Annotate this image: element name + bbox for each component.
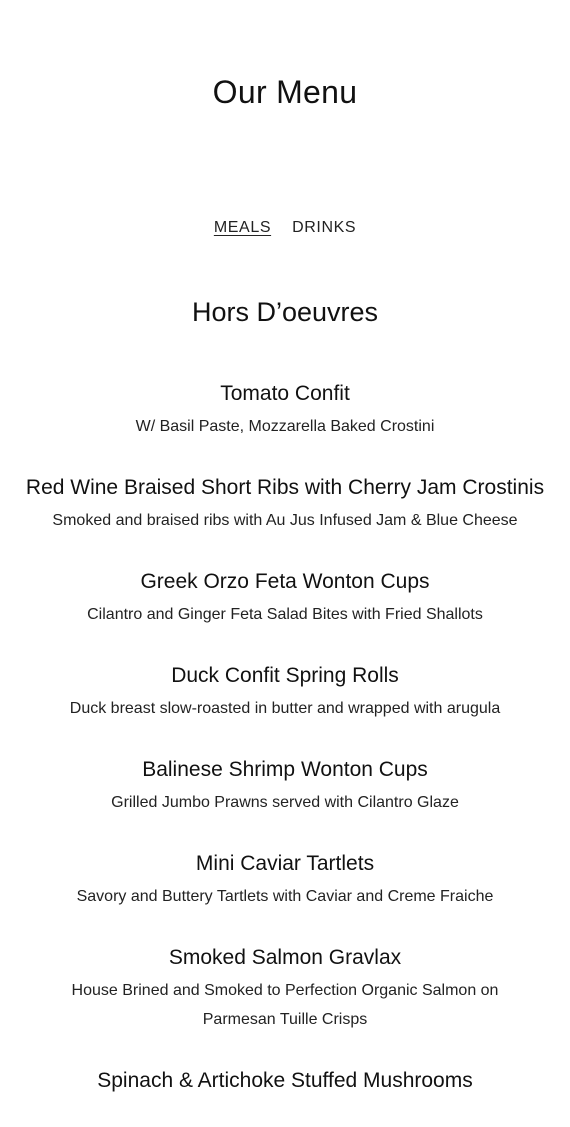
tab-drinks[interactable]: DRINKS — [292, 219, 357, 236]
menu-item — [0, 566, 570, 629]
menu-item — [0, 1065, 570, 1096]
menu-item-description: Grilled Jumbo Prawns served with Cilantro Glaze — [111, 794, 459, 811]
menu-item — [0, 848, 570, 911]
tab-meals[interactable]: MEALS — [213, 219, 272, 236]
menu-item-name: Mini Caviar Tartlets — [195, 852, 375, 875]
menu-item-description: House Brined and Smoked to Perfection Organic Salmon on Parmesan Tuille Crisps — [71, 982, 499, 1028]
menu-item-description: Savory and Buttery Tartlets with Caviar and Creme Fraiche — [76, 888, 494, 905]
menu-item — [0, 378, 570, 441]
menu-item-description: W/ Basil Paste, Mozzarella Baked Crostini — [135, 418, 435, 435]
menu-item-name: Balinese Shrimp Wonton Cups — [142, 758, 428, 781]
menu-item-description: Smoked and braised ribs with Au Jus Infused Jam & Blue Cheese — [52, 512, 518, 529]
menu-item-description: Duck breast slow-roasted in butter and wrapped with arugula — [69, 700, 501, 717]
menu-item — [0, 472, 570, 535]
menu-item-description: Cilantro and Ginger Feta Salad Bites with Fried Shallots — [87, 606, 483, 623]
menu-item-name: Tomato Confit — [220, 382, 350, 405]
menu-item-name: Smoked Salmon Gravlax — [168, 946, 402, 969]
section-title: Hors D’oeuvres — [191, 297, 379, 327]
page-title: Our Menu — [212, 74, 358, 110]
menu-item-name: Greek Orzo Feta Wonton Cups — [140, 570, 430, 593]
menu-tabs — [0, 216, 570, 240]
menu-item — [0, 754, 570, 817]
menu-item — [0, 942, 570, 1034]
menu-item-name: Duck Confit Spring Rolls — [171, 664, 399, 687]
menu-list — [0, 378, 570, 1127]
menu-item — [0, 660, 570, 723]
menu-item-name: Spinach & Artichoke Stuffed Mushrooms — [97, 1069, 473, 1092]
menu-item-name: Red Wine Braised Short Ribs with Cherry Jam Crostinis — [25, 476, 545, 499]
